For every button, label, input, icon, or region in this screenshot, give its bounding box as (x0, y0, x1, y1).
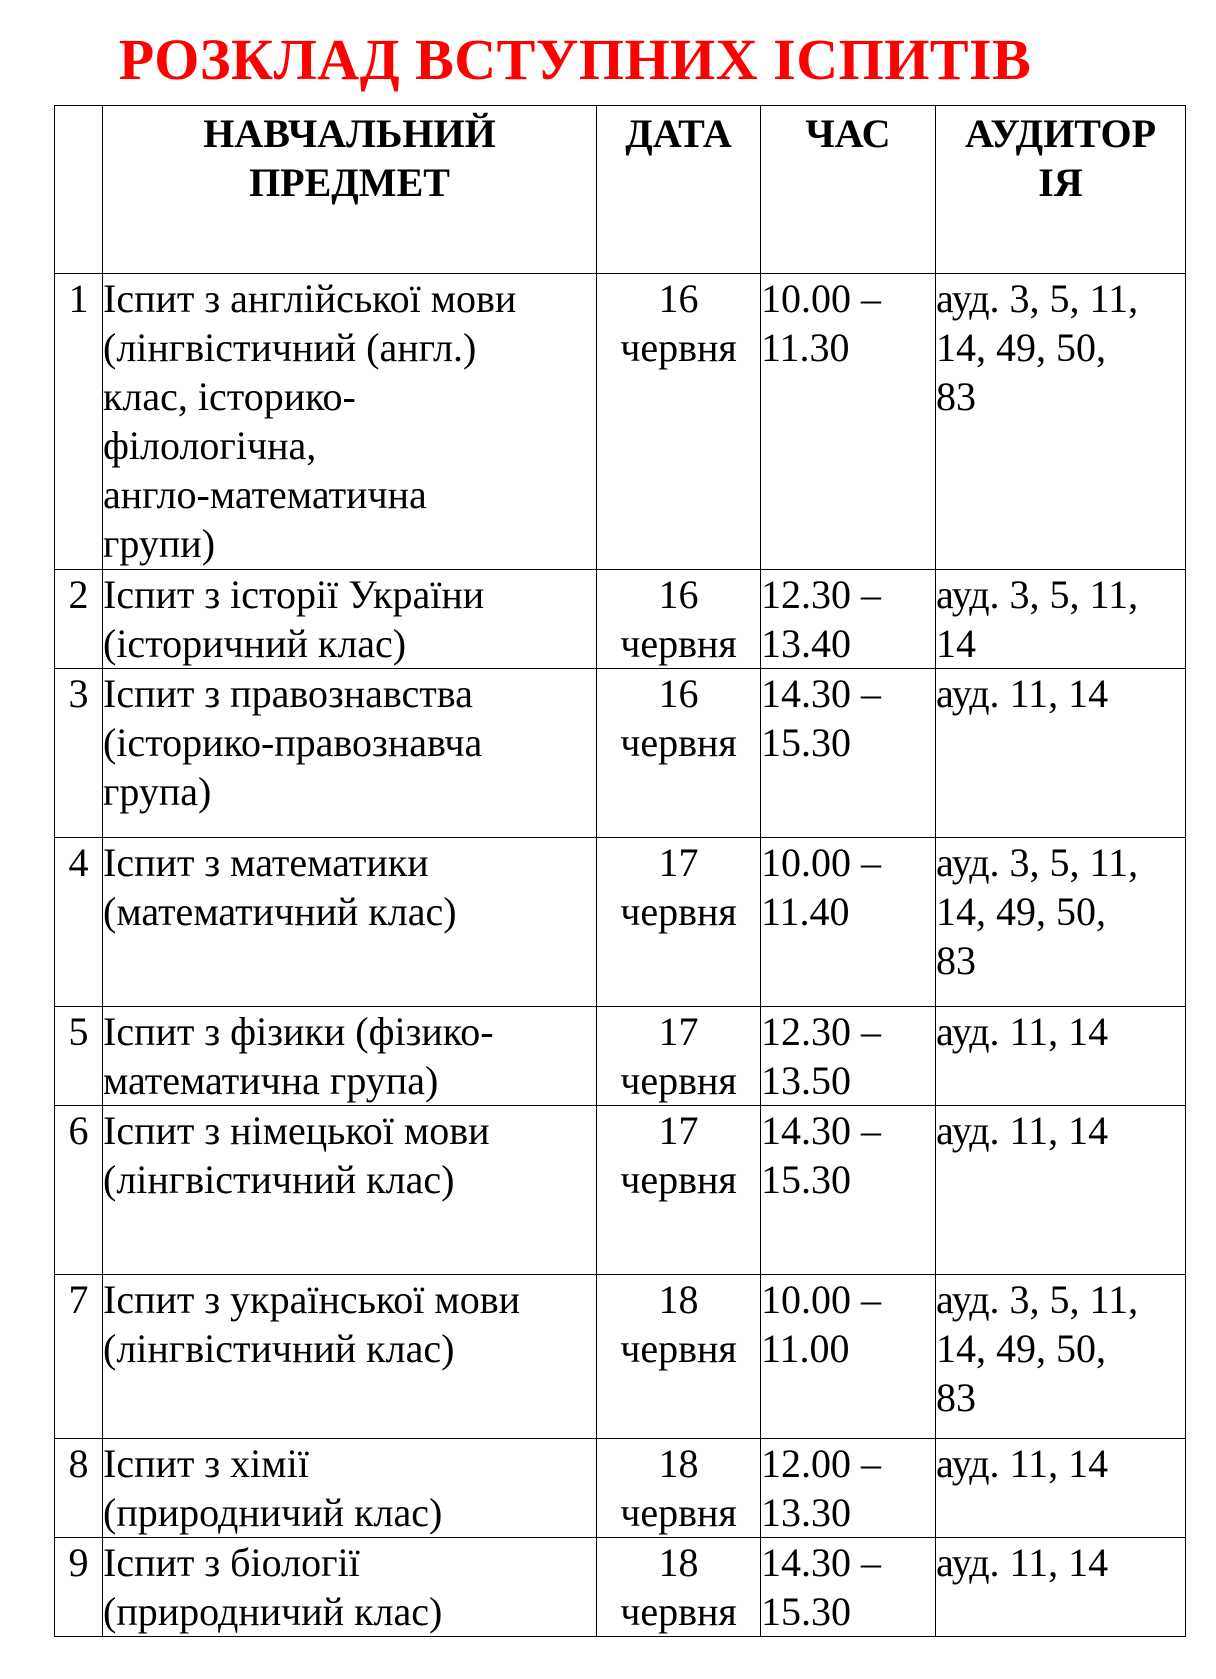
date-cell-line: 18 (658, 1441, 699, 1486)
date-cell (597, 838, 761, 1007)
subject-cell-line: математична група) (103, 1058, 439, 1103)
subject-cell-line: (природничий клас) (103, 1589, 443, 1634)
date-cell-line: червня (620, 621, 737, 666)
time-cell (761, 1275, 936, 1439)
row-number: 3 (55, 669, 103, 838)
table-row (55, 274, 1186, 570)
table-row (55, 1439, 1186, 1538)
time-cell-line: 15.30 (761, 720, 851, 765)
subject-cell-line: Іспит з німецької мови (103, 1108, 490, 1153)
time-cell-line: 12.00 – (761, 1441, 881, 1486)
date-cell-line: 16 (658, 276, 699, 321)
subject-cell (103, 1538, 597, 1637)
subject-cell-line: англо-математична (103, 472, 427, 517)
time-cell (761, 838, 936, 1007)
room-cell (936, 274, 1186, 570)
date-cell-line: червня (620, 1326, 737, 1371)
time-cell-line: 13.40 (761, 621, 851, 666)
subject-cell-line: (лінгвістичний клас) (103, 1326, 455, 1371)
date-cell-line: 16 (658, 572, 699, 617)
time-cell-line: 11.00 (761, 1326, 850, 1371)
subject-cell (103, 669, 597, 838)
subject-cell-line: (природничий клас) (103, 1490, 443, 1535)
header-date: ДАТА (597, 106, 761, 274)
date-cell (597, 570, 761, 669)
subject-cell (103, 570, 597, 669)
date-cell-line: червня (620, 720, 737, 765)
room-cell (936, 1538, 1186, 1637)
subject-cell-line: (лінгвістичний клас) (103, 1157, 455, 1202)
page-title: РОЗКЛАД ВСТУПНИХ ІСПИТІВ (118, 27, 1032, 92)
room-cell-line: 14, 49, 50, (936, 889, 1106, 934)
date-cell (597, 1007, 761, 1106)
time-cell-line: 13.50 (761, 1058, 851, 1103)
table-header-row (55, 106, 1186, 274)
time-cell-line: 11.30 (761, 325, 850, 370)
row-number: 5 (55, 1007, 103, 1106)
time-cell-line: 10.00 – (761, 840, 881, 885)
header-subject-line-2: ПРЕДМЕТ (249, 160, 450, 205)
room-cell-line: 83 (936, 938, 976, 983)
time-cell-line: 12.30 – (761, 1009, 881, 1054)
time-cell (761, 669, 936, 838)
header-room (936, 106, 1186, 274)
date-cell (597, 274, 761, 570)
header-number (55, 106, 103, 274)
time-cell (761, 1106, 936, 1275)
date-cell-line: червня (620, 1157, 737, 1202)
subject-cell-line: групи) (103, 521, 216, 566)
subject-cell-line: (історико-правознавча (103, 720, 483, 765)
subject-cell (103, 1439, 597, 1538)
date-cell (597, 1106, 761, 1275)
table-body (55, 274, 1186, 1637)
row-number: 9 (55, 1538, 103, 1637)
subject-cell-line: Іспит з математики (103, 840, 429, 885)
subject-cell-line: Іспит з хімії (103, 1441, 309, 1486)
room-cell-line: ауд. 3, 5, 11, (936, 572, 1139, 617)
room-cell (936, 669, 1186, 838)
row-number: 8 (55, 1439, 103, 1538)
time-cell-line: 14.30 – (761, 671, 881, 716)
room-cell-line: 83 (936, 374, 976, 419)
header-subject-line-1: НАВЧАЛЬНИЙ (203, 111, 496, 156)
table-row (55, 838, 1186, 1007)
room-cell (936, 1106, 1186, 1275)
room-cell-line: 14, 49, 50, (936, 1326, 1106, 1371)
time-cell-line: 15.30 (761, 1589, 851, 1634)
time-cell-line: 14.30 – (761, 1540, 881, 1585)
time-cell-line: 13.30 (761, 1490, 851, 1535)
date-cell-line: червня (620, 1490, 737, 1535)
room-cell-line: 14 (936, 621, 976, 666)
room-cell-line: 83 (936, 1375, 976, 1420)
date-cell-line: 18 (658, 1277, 699, 1322)
subject-cell (103, 1275, 597, 1439)
room-cell-line: ауд. 11, 14 (936, 1009, 1109, 1054)
date-cell-line: 17 (658, 1108, 699, 1153)
room-cell (936, 838, 1186, 1007)
subject-cell-line: Іспит з біології (103, 1540, 360, 1585)
subject-cell-line: група) (103, 769, 212, 814)
time-cell (761, 1439, 936, 1538)
date-cell-line: 16 (658, 671, 699, 716)
room-cell-line: ауд. 11, 14 (936, 1108, 1109, 1153)
subject-cell-line: (математичний клас) (103, 889, 457, 934)
room-cell (936, 1007, 1186, 1106)
header-subject (103, 106, 597, 274)
date-cell-line: червня (620, 1589, 737, 1634)
room-cell (936, 570, 1186, 669)
room-cell-line: ауд. 11, 14 (936, 1540, 1109, 1585)
room-cell-line: ауд. 11, 14 (936, 671, 1109, 716)
table-row (55, 570, 1186, 669)
room-cell-line: ауд. 11, 14 (936, 1441, 1109, 1486)
room-cell-line: ауд. 3, 5, 11, (936, 840, 1139, 885)
row-number: 2 (55, 570, 103, 669)
table-row (55, 669, 1186, 838)
time-cell-line: 10.00 – (761, 1277, 881, 1322)
time-cell (761, 1007, 936, 1106)
subject-cell-line: Іспит з історії України (103, 572, 485, 617)
subject-cell-line: Іспит з фізики (фізико- (103, 1009, 494, 1054)
exam-schedule-table (54, 105, 1186, 1637)
date-cell-line: 17 (658, 1009, 699, 1054)
subject-cell-line: (історичний клас) (103, 621, 407, 666)
subject-cell (103, 274, 597, 570)
date-cell (597, 1439, 761, 1538)
subject-cell (103, 1106, 597, 1275)
subject-cell-line: Іспит з української мови (103, 1277, 520, 1322)
subject-cell-line: Іспит з англійської мови (103, 276, 517, 321)
room-cell-line: ауд. 3, 5, 11, (936, 276, 1139, 321)
time-cell-line: 15.30 (761, 1157, 851, 1202)
header-room-line-2: ІЯ (1038, 160, 1083, 205)
time-cell-line: 14.30 – (761, 1108, 881, 1153)
time-cell (761, 1538, 936, 1637)
room-cell (936, 1439, 1186, 1538)
header-room-line-1: АУДИТОР (964, 111, 1156, 156)
date-cell (597, 1538, 761, 1637)
row-number: 4 (55, 838, 103, 1007)
header-time: ЧАС (761, 106, 936, 274)
time-cell-line: 10.00 – (761, 276, 881, 321)
room-cell (936, 1275, 1186, 1439)
date-cell-line: червня (620, 889, 737, 934)
row-number: 7 (55, 1275, 103, 1439)
time-cell-line: 12.30 – (761, 572, 881, 617)
table-row (55, 1538, 1186, 1637)
subject-cell-line: філологічна, (103, 423, 317, 468)
subject-cell (103, 1007, 597, 1106)
subject-cell-line: Іспит з правознавства (103, 671, 473, 716)
time-cell-line: 11.40 (761, 889, 850, 934)
subject-cell-line: (лінгвістичний (англ.) (103, 325, 477, 370)
date-cell-line: 18 (658, 1540, 699, 1585)
time-cell (761, 274, 936, 570)
table-row (55, 1275, 1186, 1439)
table-row (55, 1007, 1186, 1106)
time-cell (761, 570, 936, 669)
room-cell-line: 14, 49, 50, (936, 325, 1106, 370)
table-row (55, 1106, 1186, 1275)
date-cell (597, 669, 761, 838)
subject-cell (103, 838, 597, 1007)
date-cell-line: 17 (658, 840, 699, 885)
date-cell-line: червня (620, 1058, 737, 1103)
room-cell-line: ауд. 3, 5, 11, (936, 1277, 1139, 1322)
date-cell (597, 1275, 761, 1439)
row-number: 6 (55, 1106, 103, 1275)
date-cell-line: червня (620, 325, 737, 370)
subject-cell-line: клас, історико- (103, 374, 356, 419)
row-number: 1 (55, 274, 103, 570)
